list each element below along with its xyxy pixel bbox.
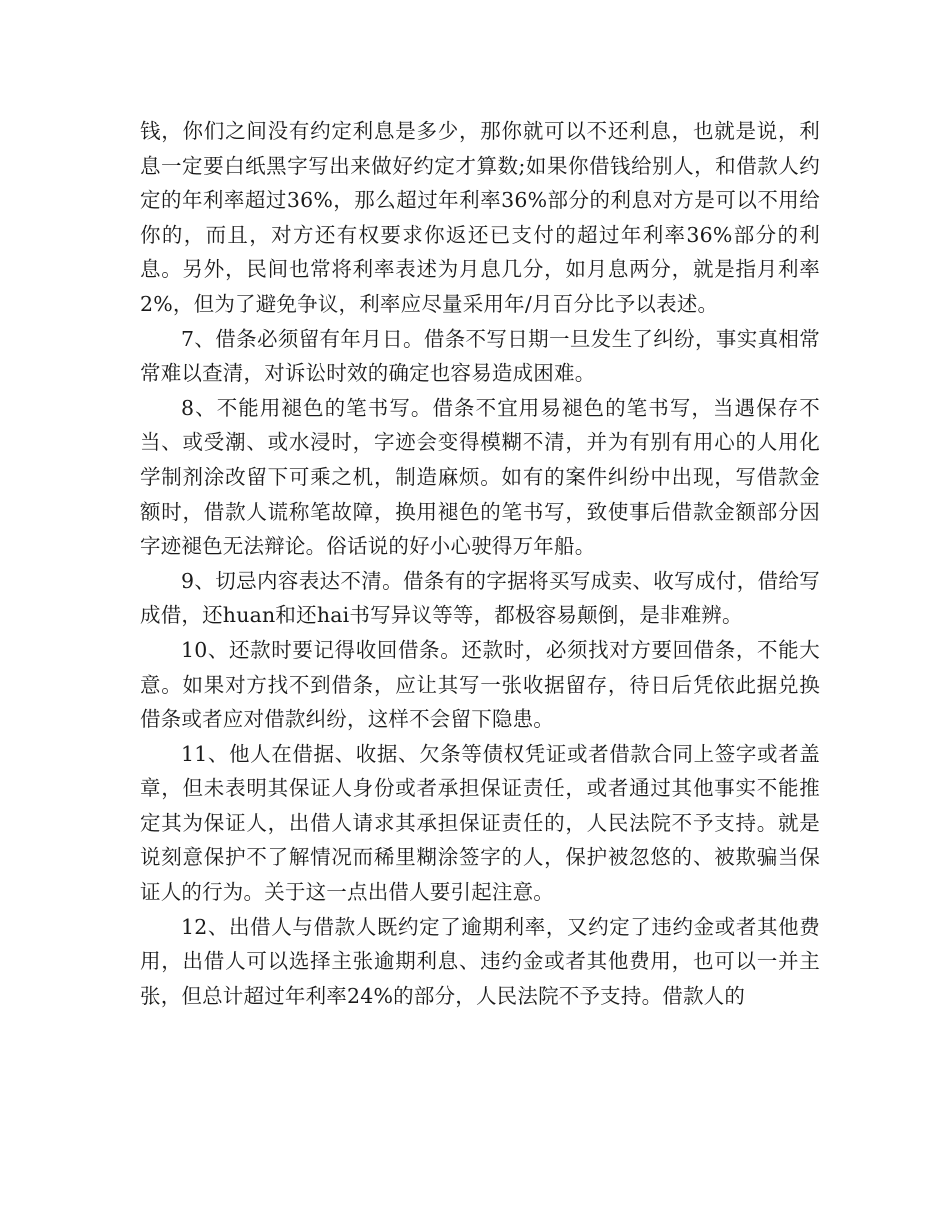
- paragraph-item-12: 12、出借人与借款人既约定了逾期利率，又约定了违约金或者其他费用，出借人可以选择主张逾期利息、违约金或者其他费用，也可以一并主张，但总计超过年利率24%的部分，人民法院不予支持。借款人的: [140, 914, 820, 1008]
- paragraph-item-9: 9、切忌内容表达不清。借条有的字据将买写成卖、收写成付，借给写成借，还huan和还hai书写异议等等，都极容易颠倒，是非难辨。: [140, 568, 820, 628]
- paragraph-item-10: 10、还款时要记得收回借条。还款时，必须找对方要回借条，不能大意。如果对方找不到借条，应让其写一张收据留存，待日后凭依此据兑换借条或者应对借款纠纷，这样不会留下隐患。: [140, 637, 820, 732]
- paragraph-continuation: 钱，你们之间没有约定利息是多少，那你就可以不还利息，也就是说，利息一定要白纸黑字写出来做好约定才算数;如果你借钱给别人，和借款人约定的年利率超过36%，那么超过年利率36%部分的利息对方是可以不用给你的，而且，对方还有权要求你返还已支付的超过年利率36%部分的利息。另外，民间也常将利率表述为月息几分，如月息两分，就是指月利率2%，但为了避免争议，利率应尽量采用年/月百分比予以表述。: [140, 119, 820, 316]
- document-body: [140, 114, 820, 1013]
- paragraph-item-11: 11、他人在借据、收据、欠条等债权凭证或者借款合同上签字或者盖章，但未表明其保证人身份或者承担保证责任，或者通过其他事实不能推定其为保证人，出借人请求其承担保证责任的，人民法院不予支持。就是说刻意保护不了解情况而稀里糊涂签字的人，保护被忽悠的、被欺骗当保证人的行为。关于这一点出借人要引起注意。: [140, 741, 820, 905]
- paragraph-item-8: 8、不能用褪色的笔书写。借条不宜用易褪色的笔书写，当遇保存不当、或受潮、或水浸时，字迹会变得模糊不清，并为有别有用心的人用化学制剂涂改留下可乘之机，制造麻烦。如有的案件纠纷中出现，写借款金额时，借款人谎称笔故障，换用褪色的笔书写，致使事后借款金额部分因字迹褪色无法辩论。俗话说的好小心驶得万年船。: [140, 395, 820, 559]
- paragraph-item-7: 7、借条必须留有年月日。借条不写日期一旦发生了纠纷，事实真相常常难以查清，对诉讼时效的确定也容易造成困难。: [140, 326, 820, 386]
